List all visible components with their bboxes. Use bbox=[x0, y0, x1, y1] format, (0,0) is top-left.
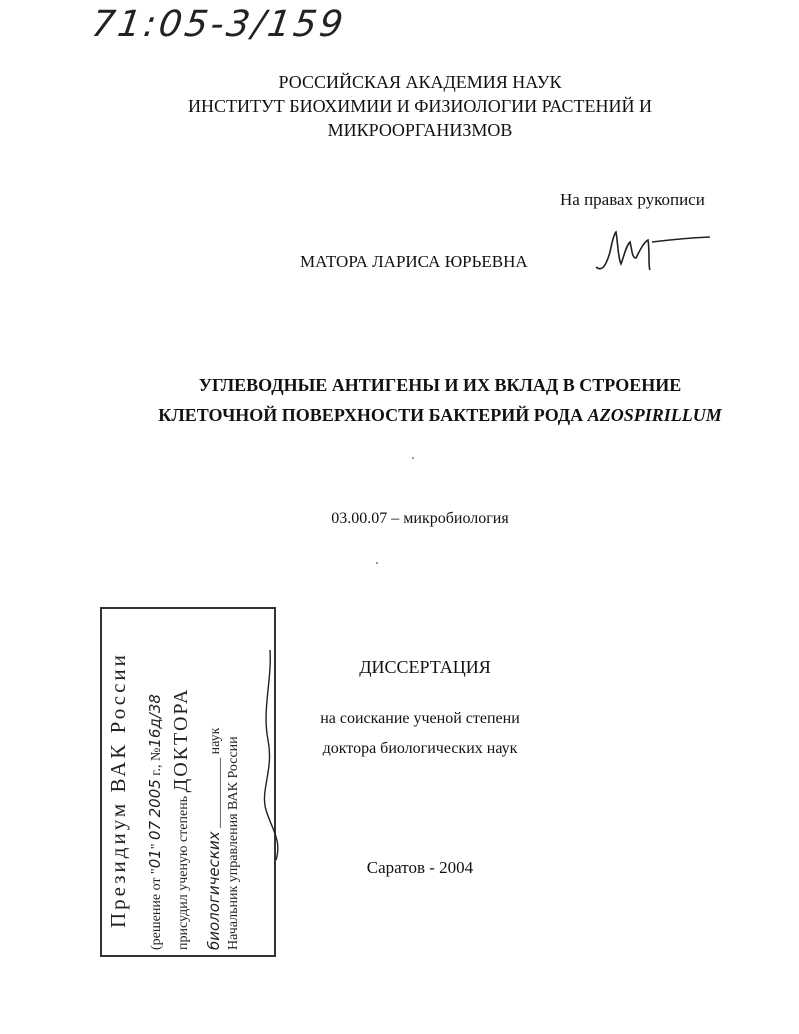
author-name: МАТОРА ЛАРИСА ЮРЬЕВНА bbox=[300, 252, 528, 271]
specialty-code: 03.00.07 – микробиология bbox=[331, 510, 509, 527]
stamp-decision-no-label: г., № bbox=[149, 747, 164, 776]
stamp-header: Президиум ВАК России bbox=[106, 652, 130, 928]
stamp-decision-no: 16д/38 bbox=[146, 694, 164, 748]
stamp-chief: Начальник управления ВАК России bbox=[226, 736, 241, 950]
degree-line-2: доктора биологических наук bbox=[322, 740, 518, 757]
stamp-field-hand: биологических bbox=[205, 831, 223, 950]
city-year: Саратов - 2004 bbox=[366, 858, 474, 877]
institution-line-2: ИНСТИТУТ БИОХИМИИ И ФИЗИОЛОГИИ РАСТЕНИЙ И bbox=[188, 96, 652, 116]
stamp-signature bbox=[250, 640, 290, 870]
title-line-2 bbox=[120, 400, 760, 430]
degree-block bbox=[280, 704, 560, 764]
stamp-decision-year: 2005 bbox=[146, 779, 164, 818]
speck bbox=[376, 562, 378, 564]
title-genus: AZOSPIRILLUM bbox=[587, 405, 722, 425]
speck bbox=[412, 457, 414, 459]
title-line-2-prefix: КЛЕТОЧНОЙ ПОВЕРХНОСТИ БАКТЕРИЙ РОДА bbox=[158, 405, 584, 425]
stamp-field-suffix: наук bbox=[208, 727, 223, 755]
stamp-decision-line: (решение от "01" 07 2005 г., №16д/38 bbox=[146, 694, 164, 950]
stamp-degree-big: ДОКТОРА bbox=[170, 687, 192, 793]
author-signature bbox=[588, 222, 718, 282]
stamp-field-line: биологических __________ наук bbox=[205, 727, 223, 950]
stamp-decision-prefix: (решение от " bbox=[149, 868, 164, 950]
stamp-awarded-line bbox=[170, 688, 193, 950]
dissertation-title bbox=[120, 370, 760, 430]
title-line-1: УГЛЕВОДНЫЕ АНТИГЕНЫ И ИХ ВКЛАД В СТРОЕНИЕ bbox=[198, 375, 682, 395]
stamp-decision-day: 01 bbox=[146, 849, 164, 869]
document-type: ДИССЕРТАЦИЯ bbox=[359, 657, 491, 677]
institution-line-1: РОССИЙСКАЯ АКАДЕМИЯ НАУК bbox=[278, 72, 562, 92]
stamp-awarded-text: присудил ученую степень bbox=[176, 795, 191, 950]
institution-block bbox=[140, 70, 700, 142]
handwritten-catalog-number: 71:05-3/159 bbox=[89, 4, 349, 45]
stamp-decision-month: 07 bbox=[146, 820, 164, 840]
rights-note: На правах рукописи bbox=[560, 190, 705, 209]
institution-line-3: МИКРООРГАНИЗМОВ bbox=[327, 120, 513, 140]
degree-line-1: на соискание ученой степени bbox=[320, 710, 520, 727]
